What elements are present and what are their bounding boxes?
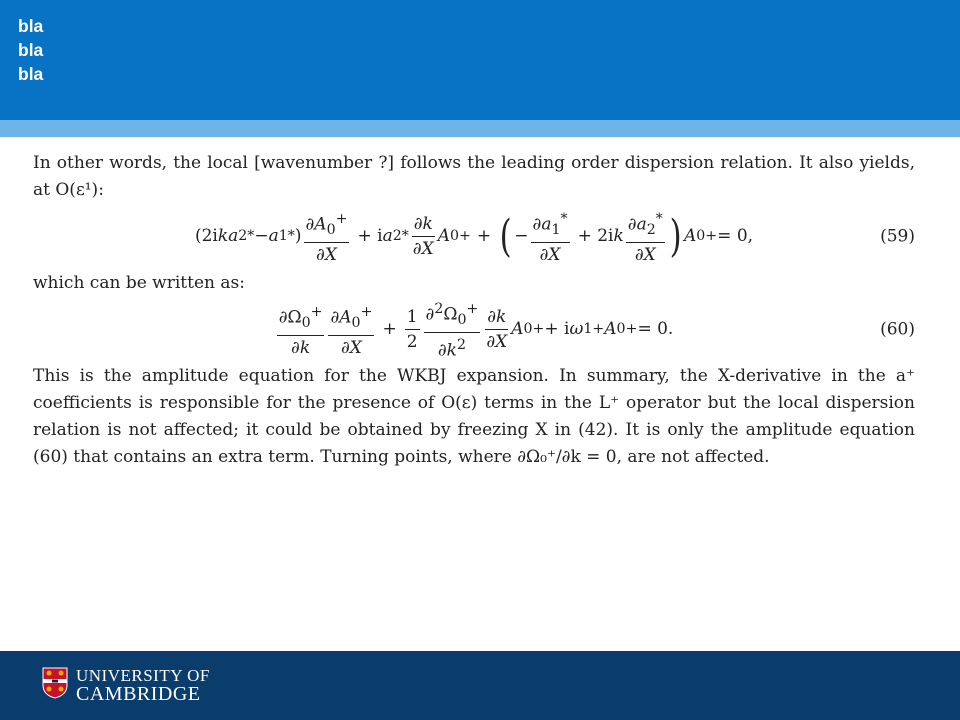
equation-59 xyxy=(33,204,915,270)
paragraph-transition: which can be written as: xyxy=(33,273,245,293)
equation-60-number: (60) xyxy=(880,319,915,340)
equation-59-number: (59) xyxy=(880,226,915,247)
header-bar xyxy=(0,0,960,120)
equation-59-body: (2i k a 2 * − a 1 * ) $\frac{\partial A_0^+}{\partial X}$ + i a 2 * $\frac{\partial k}{\partial X}$ A 0 + + ( − $\frac{\partial a_1^*}{\partial X}$ + 2i k $\frac{\partial a_2^*}{\partial X}$ ) A 0 + = 0, xyxy=(195,208,753,266)
header-line-1: bla xyxy=(18,16,44,36)
cambridge-crest-icon xyxy=(42,667,68,699)
header-line-3: bla xyxy=(18,64,44,84)
logo-line-2: CAMBRIDGE xyxy=(76,683,201,705)
footer-bar xyxy=(0,651,960,720)
equation-60 xyxy=(33,297,915,363)
header-line-2: bla xyxy=(18,40,44,60)
header-accent-stripe xyxy=(0,120,960,137)
paragraph-summary: This is the amplitude equation for the WKBJ expansion. In summary, the X-derivative in the a⁺ coefficients is responsible for the presence of O(ε) terms in the L⁺ operator but the local dispersion relation is not affected; it could be obtained by freezing X in (42). It is only the amplitude equation (60) that contains an extra term. Turning points, where ∂Ω₀⁺/∂k = 0, are not affected. xyxy=(33,366,915,467)
university-logo xyxy=(76,667,210,704)
logo-line-1: UNIVERSITY OF xyxy=(76,666,210,685)
header-title xyxy=(18,14,43,86)
slide-content xyxy=(33,150,915,471)
equation-60-body: $\frac{\partial\Omega_0^+}{\partial k}$ $\frac{\partial A_0^+}{\partial X}$ + $\frac{1}{2}$ $\frac{\partial^2\Omega_0^+}{\partial k^2}$ $\frac{\partial k}{\partial X}$ A 0 + + i ω 1 + A 0 + = 0. xyxy=(275,298,674,362)
paragraph-intro: In other words, the local [wavenumber ?] follows the leading order dispersion relation. It also yields, at O(ε¹): xyxy=(33,153,915,200)
